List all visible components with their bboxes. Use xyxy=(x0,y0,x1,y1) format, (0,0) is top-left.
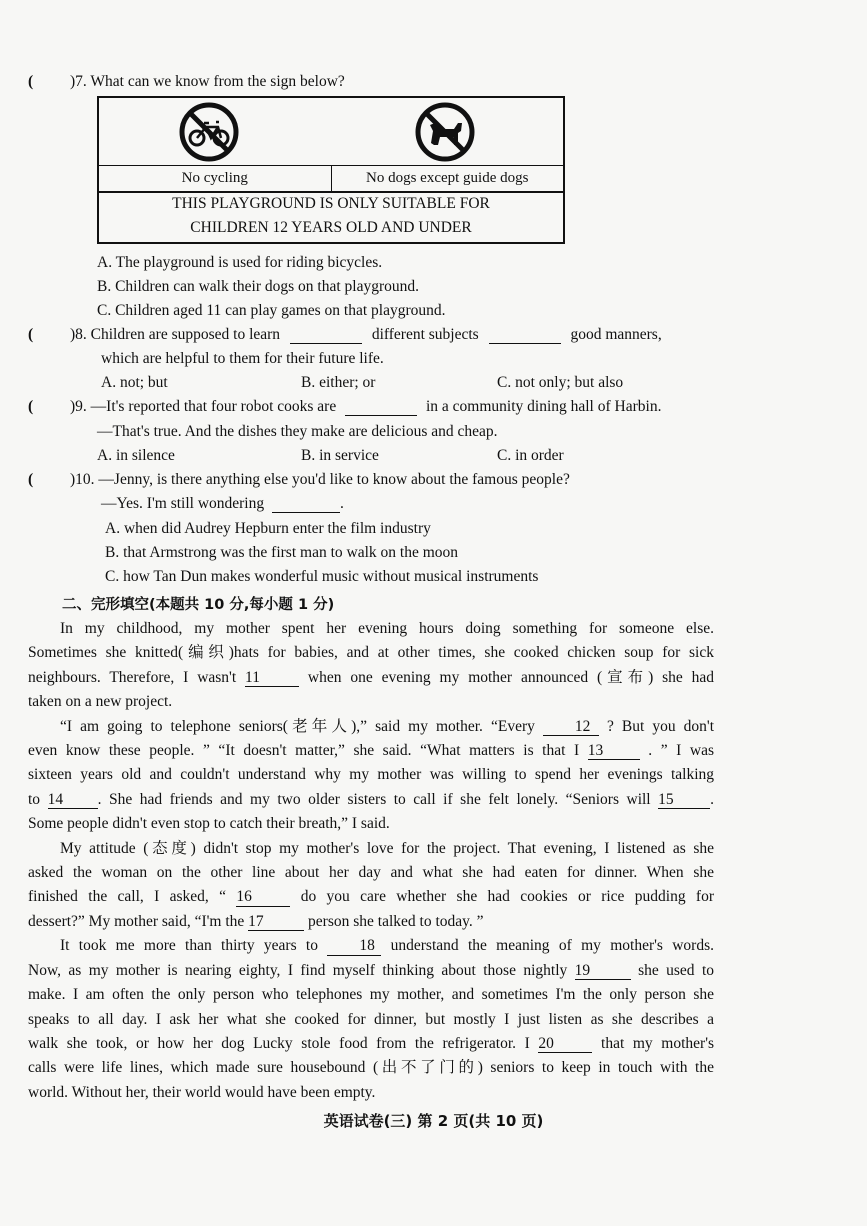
passage-text: “I am going to telephone seniors(老年人),” said my mother. “Every xyxy=(60,717,535,735)
passage-text: . She had friends and my two older sisters to call if she felt lonely. “Seniors will xyxy=(97,790,651,808)
option-c: C. in order xyxy=(497,447,564,464)
passage-line xyxy=(28,666,714,690)
option-c: C. Children aged 11 can play games on that playground. xyxy=(97,302,446,319)
cloze-blank-14[interactable]: 14 xyxy=(48,792,98,809)
passage-line xyxy=(28,1032,714,1056)
passage-line: world. Without her, their world would have been empty. xyxy=(28,1083,376,1101)
cloze-blank-13[interactable]: 13 xyxy=(588,743,640,760)
stem-text: good manners, xyxy=(570,326,662,343)
question-8-stem-line2: which are helpful to them for their future life. xyxy=(101,350,384,367)
sign-notice-line: CHILDREN 12 YEARS OLD AND UNDER xyxy=(190,219,472,236)
passage-text: that my mother's xyxy=(601,1034,715,1052)
sign-labels-row xyxy=(99,165,563,193)
passage-text: understand the meaning of my mother's words. xyxy=(390,937,715,955)
passage-line: Some people didn't even stop to catch their breath,” I said. xyxy=(28,815,390,833)
option-a: A. not; but xyxy=(101,374,168,391)
question-7-stem: )7. What can we know from the sign below? xyxy=(70,73,345,90)
answer-blank[interactable] xyxy=(489,327,561,344)
stem-text: different subjects xyxy=(371,326,479,343)
no-dogs-label: No dogs except guide dogs xyxy=(331,165,564,191)
passage-text: . xyxy=(710,790,715,808)
cloze-blank-11[interactable]: 11 xyxy=(245,670,299,687)
passage-text: do you care whether she had cookies or rice pudding for xyxy=(300,888,714,906)
stem-text: —Yes. I'm still wondering xyxy=(101,495,265,512)
cloze-blank-17[interactable]: 17 xyxy=(248,914,304,931)
cloze-blank-12[interactable]: 12 xyxy=(543,719,599,736)
passage-line: Sometimes she knitted(编织)hats for babies, and at other times, she cooked chicken soup for sick xyxy=(28,644,714,662)
cloze-blank-16[interactable]: 16 xyxy=(236,889,290,906)
stem-text: )8. Children are supposed to learn xyxy=(70,326,281,343)
passage-text: she used to xyxy=(638,961,715,979)
answer-paren: ( xyxy=(28,471,34,488)
passage-line: My attitude (态度) didn't stop my mother's love for the project. That evening, I listened as she xyxy=(60,839,714,857)
passage-line: sixteen years old and couldn't understand why my mother was willing to spend her evenings talking xyxy=(28,766,714,784)
sign-notice-line: THIS PLAYGROUND IS ONLY SUITABLE FOR xyxy=(172,195,490,212)
answer-blank[interactable] xyxy=(272,496,340,513)
answer-blank[interactable] xyxy=(290,327,362,344)
sign-notice xyxy=(99,192,563,240)
passage-line: speaks to all day. I ask her what she cooked for dinner, but mostly I just listen as she describes a xyxy=(28,1010,714,1028)
passage-line xyxy=(28,885,714,909)
passage-line xyxy=(28,788,714,812)
no-cycling-icon xyxy=(178,101,240,163)
option-a: A. in silence xyxy=(97,447,175,464)
passage-text: person she talked to today. ” xyxy=(308,912,484,930)
question-10-stem-line2 xyxy=(101,495,344,513)
sign-icons-row xyxy=(99,98,563,166)
passage-text: dessert?” My mother said, “I'm the xyxy=(28,912,245,930)
passage-text: finished the call, I asked, “ xyxy=(28,888,227,906)
passage-text: ? But you don't xyxy=(606,717,715,735)
passage-text: to xyxy=(28,790,41,808)
option-a: A. when did Audrey Hepburn enter the film industry xyxy=(105,520,431,537)
passage-line: make. I am often the only person who telephones my mother, and sometimes I'm the only person she xyxy=(28,986,714,1004)
passage-line: asked the woman on the other line about her day and what she had eaten for dinner. When she xyxy=(28,864,714,882)
passage-text: walk she took, or how her dog Lucky stole food from the refrigerator. I xyxy=(28,1034,530,1052)
passage-line xyxy=(28,715,714,739)
option-b: B. in service xyxy=(301,447,379,464)
passage-text: It took me more than thirty years to xyxy=(60,937,318,955)
passage-line xyxy=(28,959,714,983)
cloze-blank-19[interactable]: 19 xyxy=(575,963,631,980)
question-9-stem xyxy=(70,398,661,416)
answer-paren: ( xyxy=(28,398,34,415)
passage-line: taken on a new project. xyxy=(28,693,173,711)
section-heading: 二、完形填空(本题共 10 分,每小题 1 分) xyxy=(62,597,335,613)
playground-sign xyxy=(97,96,565,244)
passage-text: even know these people. ” “It doesn't matter,” she said. “What matters is that I xyxy=(28,742,580,760)
passage-text: when one evening my mother announced (宣布) she had xyxy=(307,668,715,686)
cloze-blank-15[interactable]: 15 xyxy=(658,792,710,809)
option-b: B. either; or xyxy=(301,374,376,391)
passage-line: calls were life lines, which made sure housebound (出不了门的) seniors to keep in touch with the xyxy=(28,1059,714,1077)
stem-text: )9. —It's reported that four robot cooks are xyxy=(70,398,337,415)
cloze-blank-20[interactable]: 20 xyxy=(538,1036,592,1053)
question-9-stem-line2: —That's true. And the dishes they make are delicious and cheap. xyxy=(97,423,498,440)
passage-line xyxy=(28,739,714,763)
passage-text: Now, as my mother is nearing eighty, I find myself thinking about those nightly xyxy=(28,961,568,979)
question-10-stem: )10. —Jenny, is there anything else you'd like to know about the famous people? xyxy=(70,471,570,488)
stem-text: . xyxy=(340,495,344,512)
passage-line: In my childhood, my mother spent her evening hours doing something for someone else. xyxy=(60,620,714,637)
option-b: B. Children can walk their dogs on that playground. xyxy=(97,278,419,295)
no-dogs-icon xyxy=(414,101,476,163)
option-b: B. that Armstrong was the first man to walk on the moon xyxy=(105,544,459,561)
option-c: C. not only; but also xyxy=(497,374,624,391)
passage-line xyxy=(28,910,714,934)
page-footer: 英语试卷(三) 第 2 页(共 10 页) xyxy=(323,1112,544,1130)
answer-paren: ( xyxy=(28,326,34,343)
cloze-passage xyxy=(28,617,714,1105)
question-8-stem xyxy=(70,326,662,344)
option-c: C. how Tan Dun makes wonderful music without musical instruments xyxy=(105,568,539,585)
option-a: A. The playground is used for riding bicycles. xyxy=(97,254,383,271)
passage-text: . ” I was xyxy=(648,742,714,760)
answer-paren: ( xyxy=(28,73,34,90)
passage-text: neighbours. Therefore, I wasn't xyxy=(28,668,237,686)
no-cycling-label: No cycling xyxy=(181,170,248,186)
answer-blank[interactable] xyxy=(345,399,417,416)
cloze-blank-18[interactable]: 18 xyxy=(327,938,381,955)
passage-line xyxy=(28,934,714,958)
stem-text: in a community dining hall of Harbin. xyxy=(425,398,662,415)
